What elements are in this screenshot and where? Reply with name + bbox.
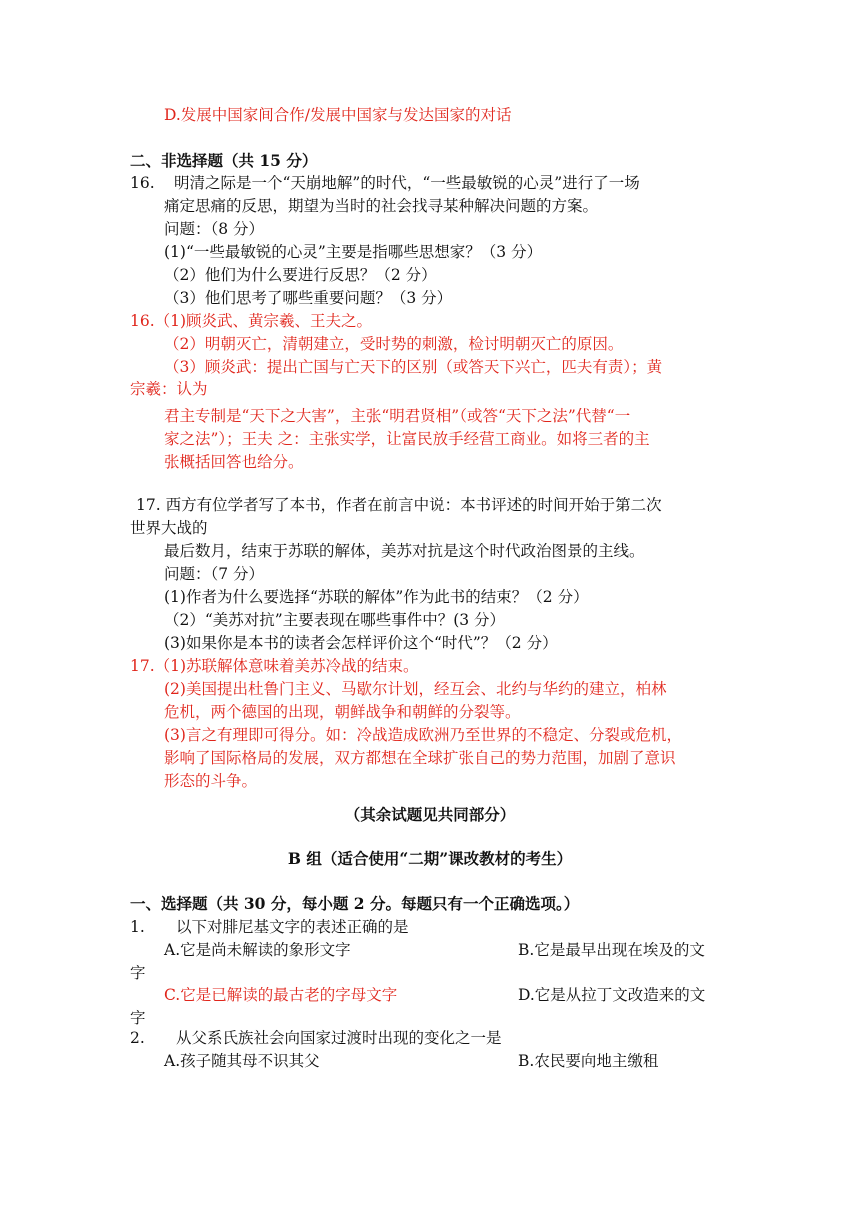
prev-answer-line: D.发展中国家间合作/发展中国家与发达国家的对话 bbox=[164, 106, 512, 124]
question-number: 2. bbox=[130, 1029, 145, 1047]
option-c: C.它是已解读的最古老的字母文字 bbox=[164, 986, 398, 1004]
answer-line: 影响了国际格局的发展，双方都想在全球扩张自己的势力范围，加剧了意识 bbox=[164, 749, 676, 767]
answer-line: （3）顾炎武：提出亡国与亡天下的区别（或答天下兴亡，匹夫有责）；黄 bbox=[164, 358, 663, 376]
answer-line: 危机，两个德国的出现，朝鲜战争和朝鲜的分裂等。 bbox=[164, 703, 521, 721]
option-b: B.它是最早出现在埃及的文 bbox=[518, 941, 705, 959]
remaining-note: （其余试题见共同部分） bbox=[344, 805, 516, 824]
answer-line: (2)美国提出杜鲁门主义、马歇尔计划，经互会、北约与华约的建立，柏林 bbox=[164, 680, 667, 698]
answer-line: 16.（1)顾炎武、黄宗羲、王夫之。 bbox=[130, 312, 373, 330]
option-a: A.它是尚未解读的象形文字 bbox=[164, 941, 351, 959]
answer-line: 宗羲：认为 bbox=[130, 380, 208, 398]
sub-question: (3)如果你是本书的读者会怎样评价这个“时代”？（2 分） bbox=[164, 634, 558, 652]
answer-line: （2）明朝灭亡，清朝建立，受时势的刺激，检讨明朝灭亡的原因。 bbox=[164, 335, 624, 353]
question-stem: 世界大战的 bbox=[130, 519, 208, 537]
option-wrap: 字 bbox=[130, 964, 146, 982]
question-stem: 从父系氏族社会向国家过渡时出现的变化之一是 bbox=[176, 1029, 502, 1047]
question-stem: 明清之际是一个“天崩地解”的时代，“一些最敏锐的心灵”进行了一场 bbox=[174, 174, 640, 192]
question-points: 问题：（7 分） bbox=[164, 565, 265, 583]
sub-question: (1)“一些最敏锐的心灵”主要是指哪些思想家？（3 分） bbox=[164, 243, 543, 261]
answer-line: 家之法”）；王夫 之：主张实学，让富民放手经营工商业。如将三者的主 bbox=[164, 430, 650, 448]
answer-line: 君主专制是“天下之大害”，主张“明君贤相”（或答“天下之法”代替“一 bbox=[164, 407, 631, 425]
question-stem: 17. 西方有位学者写了本书，作者在前言中说：本书评述的时间开始于第二次 bbox=[136, 496, 662, 514]
answer-line: 形态的斗争。 bbox=[164, 772, 258, 790]
sub-question: (1)作者为什么要选择“苏联的解体”作为此书的结束？（2 分） bbox=[164, 588, 589, 606]
answer-line: 17.（1)苏联解体意味着美苏冷战的结束。 bbox=[130, 657, 419, 675]
question-points: 问题：（8 分） bbox=[164, 220, 265, 238]
section-heading: 一、选择题（共 30 分，每小题 2 分。每题只有一个正确选项。） bbox=[130, 894, 580, 913]
sub-question: （2）“美苏对抗”主要表现在哪些事件中？(3 分） bbox=[164, 611, 506, 629]
option-d: D.它是从拉丁文改造来的文 bbox=[518, 986, 706, 1004]
option-b: B.农民要向地主缴租 bbox=[518, 1052, 659, 1070]
answer-line: 张概括回答也给分。 bbox=[164, 453, 304, 471]
question-stem: 最后数月，结束于苏联的解体，美苏对抗是这个时代政治图景的主线。 bbox=[164, 542, 645, 560]
group-title: B 组（适合使用“二期”课改教材的考生） bbox=[287, 849, 573, 868]
question-stem: 痛定思痛的反思，期望为当时的社会找寻某种解决问题的方案。 bbox=[164, 197, 599, 215]
question-number: 1. bbox=[130, 918, 145, 936]
section-heading: 二、非选择题（共 15 分） bbox=[130, 151, 318, 170]
option-wrap: 字 bbox=[130, 1009, 146, 1027]
sub-question: （2）他们为什么要进行反思？（2 分） bbox=[164, 266, 437, 284]
question-number: 16. bbox=[130, 174, 155, 192]
option-a: A.孩子随其母不识其父 bbox=[164, 1052, 320, 1070]
answer-line: (3)言之有理即可得分。如：冷战造成欧洲乃至世界的不稳定、分裂或危机， bbox=[164, 726, 682, 744]
question-stem: 以下对腓尼基文字的表述正确的是 bbox=[176, 918, 409, 936]
sub-question: （3）他们思考了哪些重要问题？（3 分） bbox=[164, 289, 453, 307]
